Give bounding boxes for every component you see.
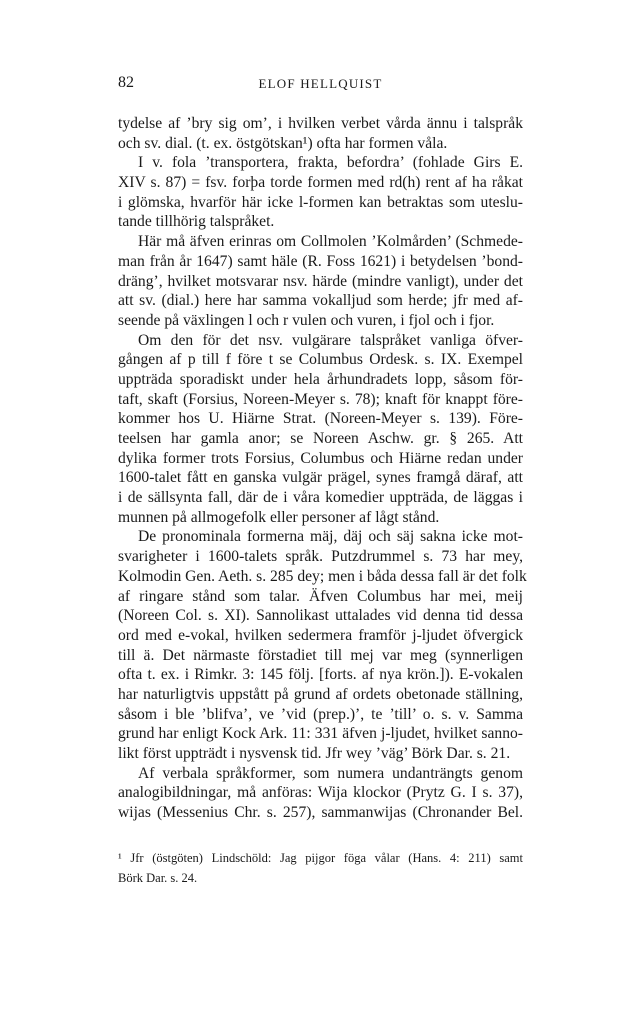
text-line: och sv. dial. (t. ex. östgötskan¹) ofta har formen våla. (118, 134, 448, 152)
running-head: ELOF HELLQUIST (258, 76, 383, 91)
text-line: kommer hos U. Hiärne Strat. (Noreen-Meyer s. 139). Före- (118, 410, 523, 428)
text-line: i de sällsynta fall, där de i våra komedier uppträda, de läggas i (118, 489, 523, 507)
text-line: Om den för det nsv. vulgärare talspråket vanliga öfver- (138, 331, 523, 349)
text-line: dylika former trots Forsius, Columbus och Hiärne redan under (118, 449, 523, 467)
text-line: XIV s. 87) = fsv. forþa torde formen med rd(h) rent af ha råkat (118, 174, 523, 192)
text-line: 1600-talet fått en ganska vulgär prägel, synes framgå däraf, att (118, 469, 523, 487)
text-line: tydelse af ’bry sig om’, i hvilken verbet vårda ännu i talspråk (118, 115, 523, 132)
footnote (118, 850, 523, 889)
footnote-line: Börk Dar. s. 24. (118, 870, 198, 885)
text-line: att sv. (dial.) here har samma vokalljud som herde; jfr med af- (118, 292, 523, 310)
text-line: (Noreen Col. s. XI). Sannolikast uttalades vid denna tid dessa (118, 607, 523, 625)
text-line: i glömska, hvarför här icke l-formen kan betraktas som uteslu- (118, 193, 523, 211)
text-line: Här må äfven erinras om Collmolen ’Kolmården’ (Schmede- (138, 233, 523, 251)
text-line: Kolmodin Gen. Aeth. s. 285 dey; men i båda dessa fall är det folk (118, 567, 527, 585)
text-line: gången af p till f före t se Columbus Ordesk. s. IX. Exempel (118, 351, 523, 369)
text-line: wijas (Messenius Chr. s. 257), sammanwijas (Chronander Bel. (118, 804, 523, 822)
text-line: I v. fola ’transportera, frakta, befordra’ (fohlade Girs E. (138, 154, 523, 172)
text-line: teelsen har gamla anor; se Noreen Aschw. gr. § 265. Att (118, 430, 523, 447)
text-line: såsom i ble ’blifva’, ve ’vid (prep.)’, te ’till’ o. s. v. Samma (118, 705, 523, 723)
text-line: af ringare stånd som talar. Äfven Columbus har mei, meij (118, 587, 523, 605)
text-line: munnen på allmogefolk eller personer af lågt stånd. (118, 508, 440, 526)
text-line: ofta t. ex. i Rimkr. 3: 145 följ. [forts. af nya krön.]). E-vokalen (118, 666, 523, 684)
text-line: analogibildningar, må anföras: Wija klockor (Prytz G. I s. 37), (118, 784, 523, 802)
text-line: grund har enligt Kock Ark. 11: 331 äfven j-ljudet, hvilket sanno- (118, 725, 523, 743)
text-line: seende på växlingen l och r vulen och vuren, i fjol och i fjor. (118, 311, 495, 329)
footnote-line: ¹ Jfr (östgöten) Lindschöld: Jag pijgor föga vålar (Hans. 4: 211) samt (118, 851, 523, 865)
page-header (118, 74, 523, 96)
text-line: dräng’, hvilket motsvarar nsv. härde (mindre vanligt), under det (118, 272, 523, 290)
text-line: till ä. Det närmaste förstadiet till mej var meg (synnerligen (118, 646, 523, 664)
text-line: man från år 1647) samt häle (R. Foss 1621) i betydelsen ’bond- (118, 252, 523, 270)
text-line: likt först uppträdt i nysvensk tid. Jfr wey ’väg’ Börk Dar. s. 21. (118, 745, 511, 762)
text-line: De pronominala formerna mäj, däj och säj sakna icke mot- (138, 528, 523, 546)
text-line: ord med e-vokal, hvilken sedermera framför j-ljudet öfvergick (118, 626, 523, 644)
text-line: taft, skaft (Forsius, Noreen-Meyer s. 78); knaft för knappt före- (118, 390, 523, 408)
text-line: tande tillhörig talspråket. (118, 213, 275, 231)
text-line: uppträda sporadiskt under hela århundradets lopp, såsom för- (118, 370, 523, 388)
body-text (118, 114, 527, 823)
text-line: svarigheter i 1600-talets språk. Putzdrummel s. 73 har mey, (118, 548, 523, 566)
text-line: har naturligtvis uppstått på grund af ordets obetonade ställning, (118, 685, 523, 703)
page-number: 82 (118, 74, 134, 91)
text-line: Af verbala språkformer, som numera undanträngts genom (138, 764, 523, 782)
